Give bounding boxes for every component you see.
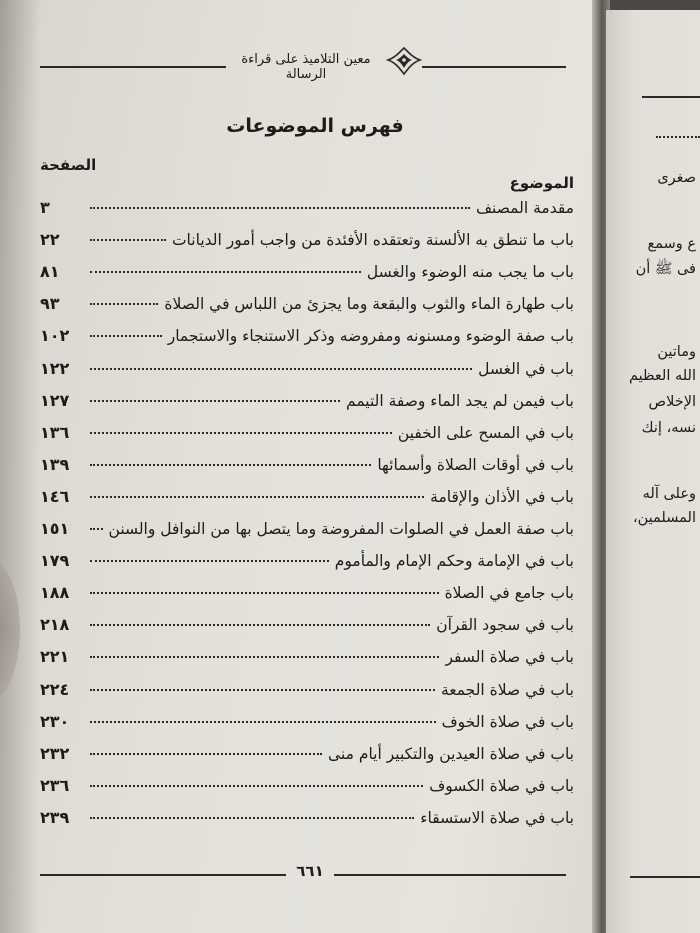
toc-entry-leader <box>90 656 439 658</box>
toc-entry-leader <box>90 560 329 562</box>
toc-entry-leader <box>90 496 424 498</box>
footer-rule-right <box>334 874 566 876</box>
toc-entry <box>40 198 574 222</box>
toc-entry-leader <box>90 753 322 755</box>
toc-entry <box>40 647 574 671</box>
toc-entry-leader <box>90 207 470 209</box>
toc-entry-leader <box>90 528 103 530</box>
toc-entry-leader <box>90 303 158 305</box>
toc-entry-title: باب في الغسل <box>478 359 574 378</box>
toc-entry <box>40 551 574 575</box>
toc-entry-leader <box>90 592 439 594</box>
toc-entry-page: ٢١٨ <box>40 615 70 635</box>
page-title: فهرس الموضوعات <box>226 115 404 137</box>
toc-entry-title: باب في المسح على الخفين <box>397 423 574 442</box>
toc-entry-title: باب طهارة الماء والثوب والبقعة وما يجزئ من اللباس في الصلاة <box>164 295 574 314</box>
facing-page-line: وعلى آله <box>642 486 696 502</box>
toc-entry <box>40 615 574 639</box>
toc-entry-page: ٢٣٠ <box>40 711 70 731</box>
facing-page-line: وماتين <box>657 344 696 360</box>
header-rule-left <box>40 66 226 68</box>
toc-entry-title: باب في صلاة الجمعة <box>440 680 574 699</box>
toc-entry <box>40 744 574 768</box>
toc-entry-page: ٢٣٦ <box>40 775 70 795</box>
toc-entry-title: باب في أوقات الصلاة وأسمائها <box>377 455 574 474</box>
toc-entry-leader <box>90 368 472 370</box>
toc-entry-title: مقدمة المصنف <box>476 199 574 217</box>
toc-entry-title: باب في سجود القرآن <box>436 616 574 635</box>
toc-entry-leader <box>90 785 423 787</box>
toc-entry-page: ٢٢٤ <box>40 679 70 699</box>
toc-entry-leader <box>90 464 371 466</box>
page-number: ٦٦١ <box>296 862 324 880</box>
facing-page-line: صغرى <box>657 170 696 186</box>
header-rule-right <box>422 66 566 68</box>
toc-entry <box>40 326 574 350</box>
toc-entry-leader <box>90 271 361 273</box>
toc-entry-page: ١٧٩ <box>40 551 70 571</box>
facing-page-footer-rule <box>630 876 700 878</box>
running-title: معين التلاميذ على قراءة الرسالة <box>241 52 371 82</box>
facing-page-dots <box>656 136 700 138</box>
toc-entry <box>40 230 574 254</box>
toc-entry-page: ٢٣٢ <box>40 743 70 763</box>
toc-entry <box>40 519 574 543</box>
toc-entry <box>40 262 574 286</box>
facing-page-line: فى ﷺ أن <box>635 261 696 277</box>
facing-page-line: الإخلاص <box>648 394 696 410</box>
toc-entry-page: ١٣٦ <box>40 422 70 442</box>
column-header-topic: الموضوع <box>509 174 574 192</box>
toc-entry <box>40 712 574 736</box>
facing-page-line: المسلمين، <box>632 510 696 526</box>
toc-entry <box>40 294 574 318</box>
facing-page-line: نسه، إنك <box>641 420 696 436</box>
toc-entry-page: ١٢٧ <box>40 390 70 410</box>
toc-entry <box>40 583 574 607</box>
toc-entry <box>40 423 574 447</box>
toc-entry-title: باب في صلاة الكسوف <box>429 776 574 795</box>
toc-entry-page: ١٠٢ <box>40 326 70 346</box>
toc-entry-page: ١٢٢ <box>40 358 70 378</box>
toc-entry-title: باب جامع في الصلاة <box>444 584 574 603</box>
toc-entry <box>40 359 574 383</box>
toc-entry <box>40 680 574 704</box>
facing-page-line: الله العظيم <box>629 368 696 384</box>
toc-entry-title: باب ما تنطق به الألسنة وتعتقده الأفئدة من واجب أمور الديانات <box>171 231 574 250</box>
toc-entry-title: باب في صلاة الاستسقاء <box>420 808 574 827</box>
toc-entry-page: ١٥١ <box>40 519 70 538</box>
toc-entry-title: باب في صلاة الخوف <box>441 712 574 731</box>
toc-entry-title: باب صفة الوضوء ومسنونه ومفروضه وذكر الاستنجاء والاستجمار <box>167 327 574 346</box>
page-shadow <box>0 0 40 933</box>
toc-entry-page: ٣ <box>40 198 50 217</box>
toc-entry-page: ٢٢ <box>40 230 60 250</box>
toc-entry-leader <box>90 624 430 626</box>
toc-entry-page: ١٣٩ <box>40 454 70 474</box>
toc-entry-page: ٨١ <box>40 262 60 282</box>
toc-entry-leader <box>90 400 340 402</box>
toc-entry <box>40 776 574 800</box>
toc-entry-leader <box>90 721 436 723</box>
footer-rule-left <box>40 874 286 876</box>
toc-entry-leader <box>90 335 162 337</box>
toc-entry <box>40 808 574 832</box>
toc-entry-title: باب ما يجب منه الوضوء والغسل <box>366 263 574 282</box>
toc-entry-page: ٢٢١ <box>40 647 70 667</box>
toc-entry-leader <box>90 239 166 241</box>
toc-entry-leader <box>90 689 435 691</box>
toc-entry-page: ١٨٨ <box>40 583 70 603</box>
facing-page-rule <box>642 96 700 98</box>
facing-page-line: ع وسمع <box>647 236 696 252</box>
toc-entry-page: ١٤٦ <box>40 486 70 506</box>
toc-entry-title: باب فيمن لم يجد الماء وصفة التيمم <box>346 391 574 410</box>
toc-entry-title: باب في الإمامة وحكم الإمام والمأموم <box>334 552 574 571</box>
toc-entry-leader <box>90 817 414 819</box>
toc-entry-title: باب في صلاة السفر <box>445 648 574 667</box>
toc-entry-title: باب في الأذان والإقامة <box>430 487 574 506</box>
toc-entry <box>40 391 574 415</box>
facing-page <box>606 10 700 933</box>
toc-entry-title: باب صفة العمل في الصلوات المفروضة وما يتصل بها من النوافل والسنن <box>108 520 574 538</box>
toc-entry-page: ٢٣٩ <box>40 807 70 827</box>
floral-ornament-icon <box>386 46 422 76</box>
toc-entry-title: باب في صلاة العيدين والتكبير أيام منى <box>328 744 574 763</box>
toc-entry <box>40 487 574 511</box>
toc-entry <box>40 455 574 479</box>
toc-entry-page: ٩٣ <box>40 294 60 314</box>
toc-entry-leader <box>90 432 392 434</box>
column-header-page: الصفحة <box>40 156 97 174</box>
